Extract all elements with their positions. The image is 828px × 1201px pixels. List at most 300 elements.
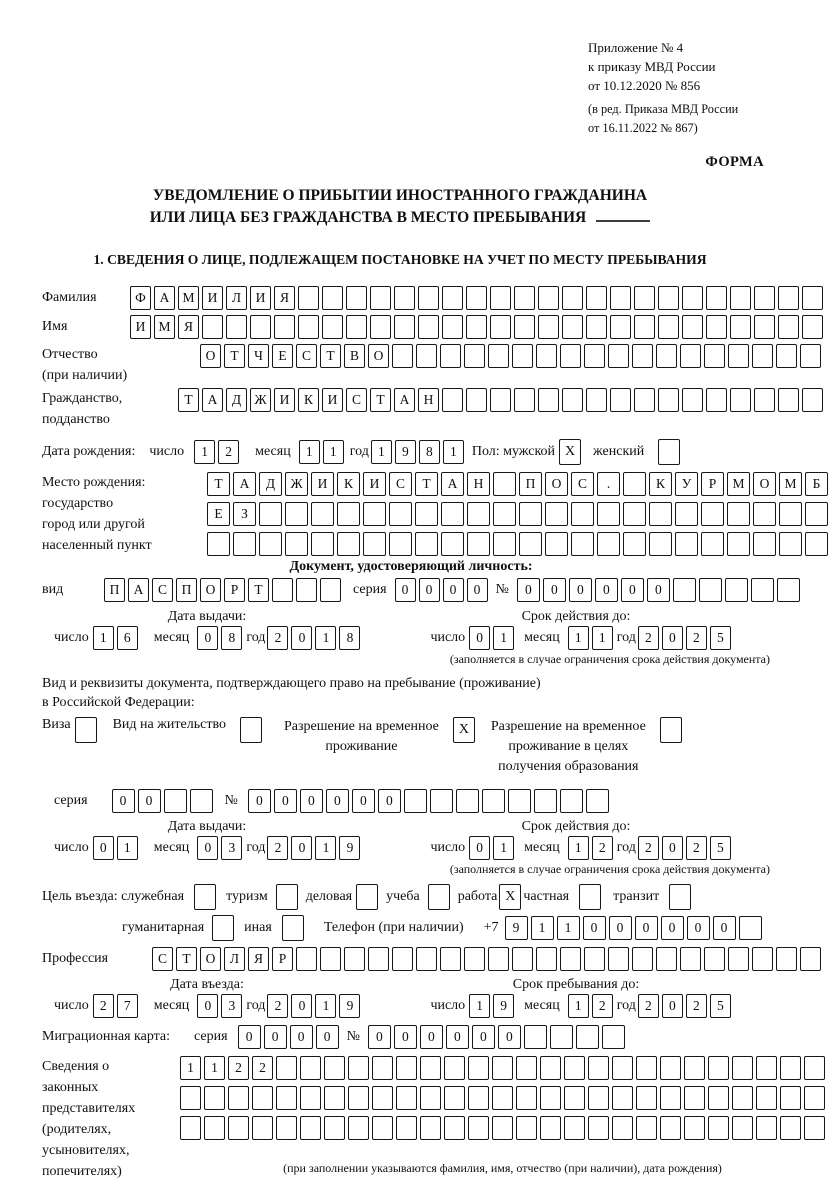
migration-number-boxes-cell[interactable] [524, 1025, 547, 1049]
citizenship-boxes-cell[interactable] [538, 388, 559, 412]
given-name-boxes-cell[interactable] [586, 315, 607, 339]
doc-issue-year-boxes-cell[interactable]: 1 [315, 626, 336, 650]
birth-place-line2-boxes-cell[interactable] [675, 502, 698, 526]
purpose-transit-checkbox[interactable] [669, 884, 691, 910]
representatives-line1-boxes-cell[interactable] [420, 1056, 441, 1080]
doc-series-boxes-cell[interactable]: 0 [395, 578, 416, 602]
representatives-line1-boxes-cell[interactable] [660, 1056, 681, 1080]
doc-issue-day-boxes-cell[interactable]: 1 [93, 626, 114, 650]
surname-boxes-cell[interactable]: И [250, 286, 271, 310]
patronymic-boxes-cell[interactable] [440, 344, 461, 368]
representatives-line1-boxes-cell[interactable] [276, 1056, 297, 1080]
doc-issue-year-boxes-cell[interactable]: 2 [267, 626, 288, 650]
doc-type-boxes-cell[interactable]: А [128, 578, 149, 602]
citizenship-boxes-cell[interactable]: Т [178, 388, 199, 412]
citizenship-boxes-cell[interactable] [706, 388, 727, 412]
birth-place-line3-boxes-cell[interactable] [727, 532, 750, 556]
given-name-boxes-cell[interactable] [442, 315, 463, 339]
surname-boxes-cell[interactable] [466, 286, 487, 310]
permit-number-boxes-cell[interactable]: 0 [352, 789, 375, 813]
surname-boxes-cell[interactable] [562, 286, 583, 310]
residence-permit-checkbox[interactable] [240, 717, 262, 743]
patronymic-boxes-cell[interactable] [392, 344, 413, 368]
given-name-boxes-cell[interactable] [754, 315, 775, 339]
birth-place-line2-boxes-cell[interactable] [701, 502, 724, 526]
permit-expiry-year-boxes-cell[interactable]: 0 [662, 836, 683, 860]
surname-boxes-cell[interactable]: А [154, 286, 175, 310]
patronymic-boxes-cell[interactable]: С [296, 344, 317, 368]
birth-place-line2-boxes-cell[interactable]: Е [207, 502, 230, 526]
profession-boxes-cell[interactable] [416, 947, 437, 971]
entry-day-boxes-cell[interactable]: 2 [93, 994, 114, 1018]
representatives-line2-boxes-cell[interactable] [804, 1086, 825, 1110]
profession-boxes-cell[interactable] [776, 947, 797, 971]
entry-year-boxes-cell[interactable]: 1 [315, 994, 336, 1018]
representatives-line1-boxes-cell[interactable] [516, 1056, 537, 1080]
representatives-line3-boxes-cell[interactable] [492, 1116, 513, 1140]
birth-place-line1-boxes-cell[interactable]: Б [805, 472, 828, 496]
birth-place-line2-boxes-cell[interactable] [337, 502, 360, 526]
phone-boxes-cell[interactable]: 1 [557, 916, 580, 940]
representatives-line3-boxes-cell[interactable] [444, 1116, 465, 1140]
birth-place-line3-boxes-cell[interactable] [285, 532, 308, 556]
surname-boxes-cell[interactable] [394, 286, 415, 310]
purpose-private-checkbox[interactable] [579, 884, 601, 910]
profession-boxes-cell[interactable] [320, 947, 341, 971]
birth-place-line2-boxes-cell[interactable] [649, 502, 672, 526]
given-name-boxes-cell[interactable] [514, 315, 535, 339]
given-name-boxes-cell[interactable] [490, 315, 511, 339]
stay-until-day-boxes-cell[interactable]: 1 [469, 994, 490, 1018]
surname-boxes-cell[interactable] [442, 286, 463, 310]
doc-number-boxes-cell[interactable]: 0 [621, 578, 644, 602]
permit-issue-year-boxes-cell[interactable]: 1 [315, 836, 336, 860]
stay-until-year-boxes-cell[interactable]: 2 [638, 994, 659, 1018]
representatives-line1-boxes-cell[interactable]: 2 [252, 1056, 273, 1080]
permit-number-boxes-cell[interactable]: 0 [326, 789, 349, 813]
birth-place-line1-boxes-cell[interactable]: П [519, 472, 542, 496]
birth-place-line1-boxes-cell[interactable]: Т [207, 472, 230, 496]
representatives-line1-boxes-cell[interactable] [588, 1056, 609, 1080]
representatives-line2-boxes-cell[interactable] [732, 1086, 753, 1110]
citizenship-boxes-cell[interactable]: Ж [250, 388, 271, 412]
permit-issue-day-boxes-cell[interactable]: 0 [93, 836, 114, 860]
patronymic-boxes-cell[interactable] [488, 344, 509, 368]
representatives-line2-boxes-cell[interactable] [540, 1086, 561, 1110]
patronymic-boxes-cell[interactable] [560, 344, 581, 368]
purpose-other-checkbox[interactable] [282, 915, 304, 941]
citizenship-boxes-cell[interactable]: К [298, 388, 319, 412]
doc-expiry-year-boxes-cell[interactable]: 5 [710, 626, 731, 650]
citizenship-boxes-cell[interactable] [610, 388, 631, 412]
doc-type-boxes-cell[interactable]: О [200, 578, 221, 602]
citizenship-boxes-cell[interactable]: Т [370, 388, 391, 412]
temp-residence-education-checkbox[interactable] [660, 717, 682, 743]
birth-place-line3-boxes-cell[interactable] [389, 532, 412, 556]
birth-place-line2-boxes-cell[interactable] [467, 502, 490, 526]
representatives-line3-boxes-cell[interactable] [612, 1116, 633, 1140]
doc-type-boxes-cell[interactable] [320, 578, 341, 602]
given-name-boxes-cell[interactable]: М [154, 315, 175, 339]
entry-month-boxes-cell[interactable]: 0 [197, 994, 218, 1018]
birth-place-line1-boxes-cell[interactable]: М [727, 472, 750, 496]
birth-place-line2-boxes-cell[interactable] [389, 502, 412, 526]
representatives-line3-boxes-cell[interactable] [468, 1116, 489, 1140]
given-name-boxes-cell[interactable] [346, 315, 367, 339]
phone-boxes-cell[interactable]: 1 [531, 916, 554, 940]
representatives-line1-boxes-cell[interactable] [564, 1056, 585, 1080]
surname-boxes-cell[interactable] [418, 286, 439, 310]
surname-boxes-cell[interactable]: Ф [130, 286, 151, 310]
permit-number-boxes-cell[interactable] [560, 789, 583, 813]
patronymic-boxes-cell[interactable]: В [344, 344, 365, 368]
permit-number-boxes-cell[interactable]: 0 [378, 789, 401, 813]
given-name-boxes-cell[interactable] [370, 315, 391, 339]
representatives-line1-boxes-cell[interactable] [444, 1056, 465, 1080]
patronymic-boxes-cell[interactable] [776, 344, 797, 368]
migration-number-boxes-cell[interactable]: 0 [394, 1025, 417, 1049]
permit-number-boxes-cell[interactable]: 0 [274, 789, 297, 813]
representatives-line1-boxes-cell[interactable] [636, 1056, 657, 1080]
migration-series-boxes-cell[interactable]: 0 [316, 1025, 339, 1049]
representatives-line2-boxes-cell[interactable] [564, 1086, 585, 1110]
surname-boxes-cell[interactable]: Я [274, 286, 295, 310]
profession-boxes-cell[interactable] [728, 947, 749, 971]
representatives-line2-boxes-cell[interactable] [612, 1086, 633, 1110]
representatives-line3-boxes-cell[interactable] [420, 1116, 441, 1140]
representatives-line1-boxes-cell[interactable] [732, 1056, 753, 1080]
birth-place-line1-boxes-cell[interactable]: . [597, 472, 620, 496]
citizenship-boxes-cell[interactable] [802, 388, 823, 412]
doc-expiry-year-boxes-cell[interactable]: 2 [638, 626, 659, 650]
given-name-boxes-cell[interactable] [202, 315, 223, 339]
profession-boxes-cell[interactable] [512, 947, 533, 971]
permit-expiry-day-boxes-cell[interactable]: 1 [493, 836, 514, 860]
representatives-line1-boxes-cell[interactable]: 1 [180, 1056, 201, 1080]
profession-boxes-cell[interactable] [800, 947, 821, 971]
given-name-boxes-cell[interactable] [418, 315, 439, 339]
permit-number-boxes-cell[interactable]: 0 [248, 789, 271, 813]
representatives-line3-boxes-cell[interactable] [372, 1116, 393, 1140]
representatives-line2-boxes-cell[interactable] [204, 1086, 225, 1110]
doc-series-boxes-cell[interactable]: 0 [467, 578, 488, 602]
permit-expiry-month-boxes-cell[interactable]: 2 [592, 836, 613, 860]
surname-boxes-cell[interactable] [538, 286, 559, 310]
birth-place-line3-boxes-cell[interactable] [207, 532, 230, 556]
purpose-study-checkbox[interactable] [428, 884, 450, 910]
representatives-line2-boxes-cell[interactable] [348, 1086, 369, 1110]
birth-place-line2-boxes-cell[interactable] [571, 502, 594, 526]
representatives-line1-boxes-cell[interactable] [684, 1056, 705, 1080]
birth-place-line3-boxes-cell[interactable] [337, 532, 360, 556]
permit-issue-year-boxes-cell[interactable]: 0 [291, 836, 312, 860]
birth-place-line1-boxes-cell[interactable]: К [337, 472, 360, 496]
visa-checkbox[interactable] [75, 717, 97, 743]
birth-year-boxes-cell[interactable]: 1 [443, 440, 464, 464]
doc-number-boxes-cell[interactable] [777, 578, 800, 602]
birth-place-line2-boxes-cell[interactable] [311, 502, 334, 526]
doc-type-boxes-cell[interactable]: П [176, 578, 197, 602]
birth-day-boxes-cell[interactable]: 2 [218, 440, 239, 464]
doc-number-boxes-cell[interactable]: 0 [543, 578, 566, 602]
birth-place-line3-boxes-cell[interactable] [753, 532, 776, 556]
profession-boxes-cell[interactable]: Р [272, 947, 293, 971]
representatives-line3-boxes-cell[interactable] [276, 1116, 297, 1140]
citizenship-boxes-cell[interactable] [466, 388, 487, 412]
doc-series-boxes-cell[interactable]: 0 [419, 578, 440, 602]
doc-number-boxes-cell[interactable] [751, 578, 774, 602]
birth-place-line2-boxes-cell[interactable] [805, 502, 828, 526]
representatives-line1-boxes-cell[interactable] [468, 1056, 489, 1080]
migration-number-boxes-cell[interactable] [602, 1025, 625, 1049]
representatives-line1-boxes-cell[interactable] [492, 1056, 513, 1080]
representatives-line2-boxes-cell[interactable] [660, 1086, 681, 1110]
representatives-line3-boxes-cell[interactable] [228, 1116, 249, 1140]
doc-expiry-day-boxes-cell[interactable]: 1 [493, 626, 514, 650]
given-name-boxes-cell[interactable] [298, 315, 319, 339]
representatives-line1-boxes-cell[interactable]: 2 [228, 1056, 249, 1080]
birth-month-boxes-cell[interactable]: 1 [323, 440, 344, 464]
given-name-boxes-cell[interactable] [682, 315, 703, 339]
representatives-line3-boxes-cell[interactable] [540, 1116, 561, 1140]
citizenship-boxes-cell[interactable] [586, 388, 607, 412]
representatives-line3-boxes-cell[interactable] [348, 1116, 369, 1140]
birth-place-line3-boxes-cell[interactable] [675, 532, 698, 556]
birth-place-line3-boxes-cell[interactable] [233, 532, 256, 556]
representatives-line1-boxes-cell[interactable] [324, 1056, 345, 1080]
representatives-line3-boxes-cell[interactable] [396, 1116, 417, 1140]
purpose-official-checkbox[interactable] [194, 884, 216, 910]
birth-place-line1-boxes-cell[interactable]: И [311, 472, 334, 496]
permit-expiry-month-boxes-cell[interactable]: 1 [568, 836, 589, 860]
given-name-boxes-cell[interactable] [274, 315, 295, 339]
permit-number-boxes-cell[interactable] [456, 789, 479, 813]
profession-boxes-cell[interactable] [680, 947, 701, 971]
migration-number-boxes-cell[interactable]: 0 [498, 1025, 521, 1049]
representatives-line3-boxes-cell[interactable] [324, 1116, 345, 1140]
doc-type-boxes-cell[interactable]: П [104, 578, 125, 602]
doc-expiry-month-boxes-cell[interactable]: 1 [568, 626, 589, 650]
surname-boxes-cell[interactable] [802, 286, 823, 310]
given-name-boxes-cell[interactable] [466, 315, 487, 339]
permit-series-boxes-cell[interactable]: 0 [112, 789, 135, 813]
representatives-line3-boxes-cell[interactable] [780, 1116, 801, 1140]
representatives-line3-boxes-cell[interactable] [300, 1116, 321, 1140]
permit-series-boxes-cell[interactable] [190, 789, 213, 813]
profession-boxes-cell[interactable] [488, 947, 509, 971]
patronymic-boxes-cell[interactable]: О [368, 344, 389, 368]
surname-boxes-cell[interactable] [490, 286, 511, 310]
doc-issue-year-boxes-cell[interactable]: 0 [291, 626, 312, 650]
given-name-boxes-cell[interactable]: Я [178, 315, 199, 339]
surname-boxes-cell[interactable] [298, 286, 319, 310]
given-name-boxes-cell[interactable] [634, 315, 655, 339]
citizenship-boxes-cell[interactable] [778, 388, 799, 412]
birth-place-line1-boxes-cell[interactable]: И [363, 472, 386, 496]
representatives-line2-boxes-cell[interactable] [300, 1086, 321, 1110]
representatives-line1-boxes-cell[interactable] [612, 1056, 633, 1080]
doc-number-boxes-cell[interactable] [699, 578, 722, 602]
given-name-boxes-cell[interactable] [610, 315, 631, 339]
doc-expiry-year-boxes-cell[interactable]: 0 [662, 626, 683, 650]
representatives-line2-boxes-cell[interactable] [396, 1086, 417, 1110]
representatives-line2-boxes-cell[interactable] [228, 1086, 249, 1110]
birth-place-line3-boxes-cell[interactable] [363, 532, 386, 556]
representatives-line3-boxes-cell[interactable] [204, 1116, 225, 1140]
profession-boxes-cell[interactable] [392, 947, 413, 971]
migration-series-boxes-cell[interactable]: 0 [290, 1025, 313, 1049]
representatives-line1-boxes-cell[interactable] [372, 1056, 393, 1080]
representatives-line3-boxes-cell[interactable] [804, 1116, 825, 1140]
representatives-line2-boxes-cell[interactable] [420, 1086, 441, 1110]
surname-boxes-cell[interactable] [682, 286, 703, 310]
birth-place-line1-boxes-cell[interactable]: Ж [285, 472, 308, 496]
profession-boxes-cell[interactable] [440, 947, 461, 971]
purpose-tourism-checkbox[interactable] [276, 884, 298, 910]
representatives-line3-boxes-cell[interactable] [636, 1116, 657, 1140]
representatives-line3-boxes-cell[interactable] [732, 1116, 753, 1140]
birth-place-line2-boxes-cell[interactable] [285, 502, 308, 526]
doc-expiry-month-boxes-cell[interactable]: 1 [592, 626, 613, 650]
permit-number-boxes-cell[interactable] [508, 789, 531, 813]
representatives-line2-boxes-cell[interactable] [516, 1086, 537, 1110]
birth-place-line3-boxes-cell[interactable] [441, 532, 464, 556]
representatives-line2-boxes-cell[interactable] [372, 1086, 393, 1110]
citizenship-boxes-cell[interactable] [754, 388, 775, 412]
birth-place-line1-boxes-cell[interactable]: А [233, 472, 256, 496]
entry-year-boxes-cell[interactable]: 0 [291, 994, 312, 1018]
stay-until-year-boxes-cell[interactable]: 0 [662, 994, 683, 1018]
birth-place-line1-boxes-cell[interactable]: М [779, 472, 802, 496]
profession-boxes-cell[interactable] [608, 947, 629, 971]
patronymic-boxes-cell[interactable] [656, 344, 677, 368]
birth-year-boxes-cell[interactable]: 9 [395, 440, 416, 464]
migration-number-boxes-cell[interactable]: 0 [368, 1025, 391, 1049]
surname-boxes-cell[interactable] [754, 286, 775, 310]
citizenship-boxes-cell[interactable] [634, 388, 655, 412]
representatives-line2-boxes-cell[interactable] [324, 1086, 345, 1110]
surname-boxes-cell[interactable] [706, 286, 727, 310]
birth-year-boxes-cell[interactable]: 8 [419, 440, 440, 464]
profession-boxes-cell[interactable] [584, 947, 605, 971]
profession-boxes-cell[interactable] [464, 947, 485, 971]
birth-place-line1-boxes-cell[interactable]: О [545, 472, 568, 496]
doc-number-boxes-cell[interactable]: 0 [647, 578, 670, 602]
stay-until-day-boxes-cell[interactable]: 9 [493, 994, 514, 1018]
stay-until-month-boxes-cell[interactable]: 2 [592, 994, 613, 1018]
representatives-line3-boxes-cell[interactable] [564, 1116, 585, 1140]
permit-number-boxes-cell[interactable]: 0 [300, 789, 323, 813]
representatives-line1-boxes-cell[interactable] [780, 1056, 801, 1080]
citizenship-boxes-cell[interactable]: И [274, 388, 295, 412]
profession-boxes-cell[interactable]: Л [224, 947, 245, 971]
representatives-line3-boxes-cell[interactable] [684, 1116, 705, 1140]
stay-until-month-boxes-cell[interactable]: 1 [568, 994, 589, 1018]
citizenship-boxes-cell[interactable]: С [346, 388, 367, 412]
birth-place-line3-boxes-cell[interactable] [701, 532, 724, 556]
patronymic-boxes-cell[interactable] [512, 344, 533, 368]
birth-place-line1-boxes-cell[interactable]: Т [415, 472, 438, 496]
birth-place-line3-boxes-cell[interactable] [311, 532, 334, 556]
stay-until-year-boxes-cell[interactable]: 2 [686, 994, 707, 1018]
representatives-line1-boxes-cell[interactable] [708, 1056, 729, 1080]
phone-boxes-cell[interactable]: 0 [609, 916, 632, 940]
citizenship-boxes-cell[interactable] [730, 388, 751, 412]
doc-type-boxes-cell[interactable]: Р [224, 578, 245, 602]
doc-number-boxes-cell[interactable]: 0 [569, 578, 592, 602]
representatives-line1-boxes-cell[interactable] [804, 1056, 825, 1080]
doc-number-boxes-cell[interactable] [673, 578, 696, 602]
given-name-boxes-cell[interactable] [778, 315, 799, 339]
profession-boxes-cell[interactable] [632, 947, 653, 971]
entry-year-boxes-cell[interactable]: 9 [339, 994, 360, 1018]
representatives-line1-boxes-cell[interactable] [348, 1056, 369, 1080]
representatives-line2-boxes-cell[interactable] [252, 1086, 273, 1110]
birth-place-line1-boxes-cell[interactable]: У [675, 472, 698, 496]
citizenship-boxes-cell[interactable]: А [394, 388, 415, 412]
birth-place-line1-boxes-cell[interactable]: Р [701, 472, 724, 496]
birth-place-line3-boxes-cell[interactable] [571, 532, 594, 556]
citizenship-boxes-cell[interactable] [658, 388, 679, 412]
birth-place-line1-boxes-cell[interactable]: О [753, 472, 776, 496]
representatives-line3-boxes-cell[interactable] [180, 1116, 201, 1140]
representatives-line3-boxes-cell[interactable] [252, 1116, 273, 1140]
birth-place-line1-boxes-cell[interactable]: Д [259, 472, 282, 496]
purpose-business-checkbox[interactable] [356, 884, 378, 910]
birth-place-line2-boxes-cell[interactable] [259, 502, 282, 526]
representatives-line2-boxes-cell[interactable] [468, 1086, 489, 1110]
permit-issue-year-boxes-cell[interactable]: 9 [339, 836, 360, 860]
doc-series-boxes-cell[interactable]: 0 [443, 578, 464, 602]
phone-boxes-cell[interactable]: 0 [661, 916, 684, 940]
profession-boxes-cell[interactable]: Т [176, 947, 197, 971]
representatives-line2-boxes-cell[interactable] [444, 1086, 465, 1110]
birth-place-line3-boxes-cell[interactable] [649, 532, 672, 556]
birth-place-line1-boxes-cell[interactable]: А [441, 472, 464, 496]
doc-issue-day-boxes-cell[interactable]: 6 [117, 626, 138, 650]
representatives-line3-boxes-cell[interactable] [756, 1116, 777, 1140]
doc-issue-year-boxes-cell[interactable]: 8 [339, 626, 360, 650]
surname-boxes-cell[interactable] [778, 286, 799, 310]
birth-place-line2-boxes-cell[interactable] [623, 502, 646, 526]
patronymic-boxes-cell[interactable]: Т [224, 344, 245, 368]
representatives-line3-boxes-cell[interactable] [660, 1116, 681, 1140]
doc-number-boxes-cell[interactable] [725, 578, 748, 602]
birth-place-line2-boxes-cell[interactable] [779, 502, 802, 526]
representatives-line2-boxes-cell[interactable] [180, 1086, 201, 1110]
doc-expiry-year-boxes-cell[interactable]: 2 [686, 626, 707, 650]
surname-boxes-cell[interactable] [610, 286, 631, 310]
birth-place-line2-boxes-cell[interactable] [545, 502, 568, 526]
permit-number-boxes-cell[interactable] [404, 789, 427, 813]
gender-female-checkbox[interactable] [658, 439, 680, 465]
permit-expiry-day-boxes-cell[interactable]: 0 [469, 836, 490, 860]
patronymic-boxes-cell[interactable]: Ч [248, 344, 269, 368]
birth-month-boxes-cell[interactable]: 1 [299, 440, 320, 464]
purpose-humanitarian-checkbox[interactable] [212, 915, 234, 941]
representatives-line2-boxes-cell[interactable] [756, 1086, 777, 1110]
birth-place-line2-boxes-cell[interactable] [727, 502, 750, 526]
doc-type-boxes-cell[interactable] [272, 578, 293, 602]
birth-place-line3-boxes-cell[interactable] [779, 532, 802, 556]
permit-issue-year-boxes-cell[interactable]: 2 [267, 836, 288, 860]
representatives-line1-boxes-cell[interactable] [300, 1056, 321, 1080]
phone-boxes-cell[interactable]: 0 [687, 916, 710, 940]
entry-day-boxes-cell[interactable]: 7 [117, 994, 138, 1018]
migration-number-boxes-cell[interactable] [550, 1025, 573, 1049]
doc-issue-month-boxes-cell[interactable]: 0 [197, 626, 218, 650]
birth-place-line2-boxes-cell[interactable] [415, 502, 438, 526]
